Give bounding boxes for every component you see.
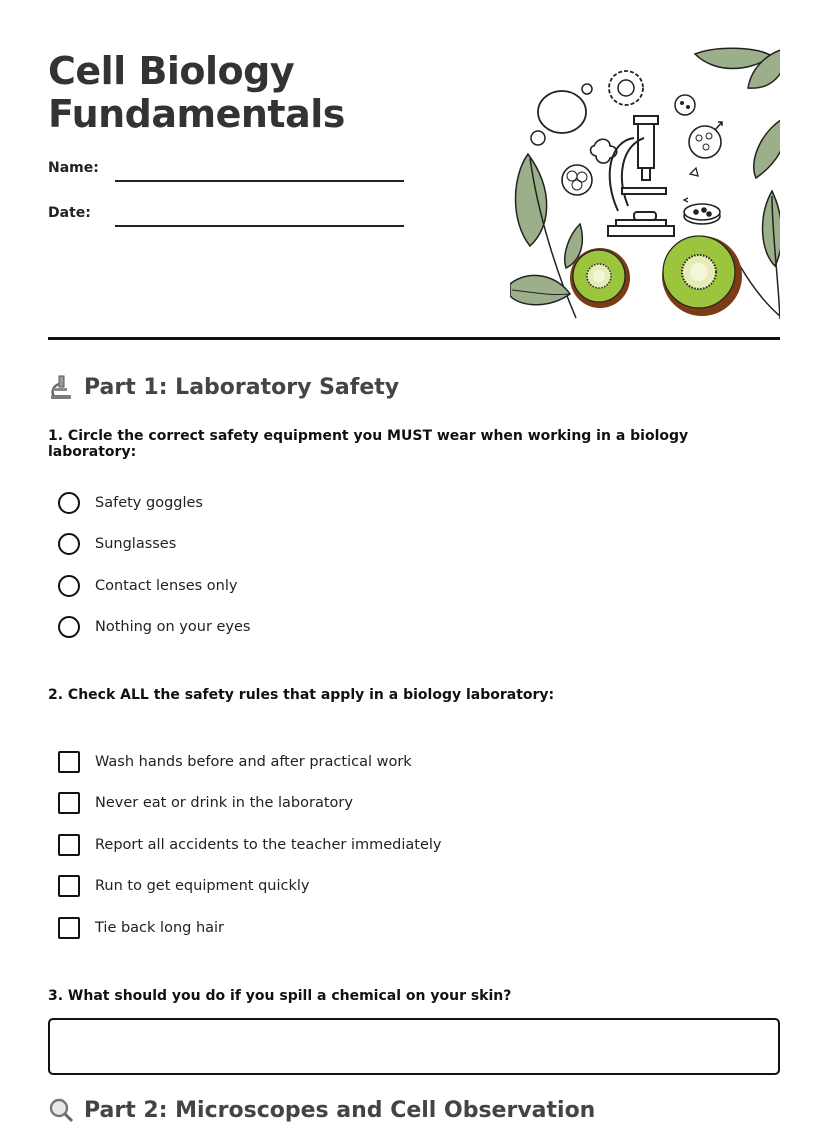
q2-option-label: Never eat or drink in the laboratory — [95, 795, 353, 812]
q1-option[interactable] — [58, 607, 758, 649]
cell-biology-illustration — [510, 46, 780, 319]
petri-dish — [684, 204, 720, 224]
leaf-right-2 — [763, 191, 780, 266]
name-line[interactable] — [115, 180, 404, 182]
radio-circle[interactable] — [58, 575, 80, 597]
cell-large-oval — [538, 91, 586, 133]
checkbox[interactable] — [58, 792, 80, 814]
q2-option[interactable] — [58, 824, 758, 866]
cell-cluster — [591, 139, 617, 163]
microscope-drawing — [608, 116, 674, 236]
radio-circle[interactable] — [58, 492, 80, 514]
q2-option-label: Wash hands before and after practical work — [95, 753, 412, 770]
kiwi-slice-small — [570, 248, 630, 308]
part1-heading-text: Part 1: Laboratory Safety — [84, 374, 400, 400]
header-divider — [48, 337, 780, 340]
question-1-options — [58, 482, 758, 648]
q2-option-label: Run to get equipment quickly — [95, 878, 310, 895]
part1-heading — [48, 374, 399, 400]
q2-option-label: Tie back long hair — [95, 919, 225, 936]
worksheet-title — [48, 50, 488, 136]
date-label: Date: — [48, 205, 91, 221]
q2-option[interactable] — [58, 907, 758, 949]
q1-option-label: Safety goggles — [95, 494, 203, 511]
q2-option[interactable] — [58, 741, 758, 783]
q1-option-label: Contact lenses only — [95, 577, 238, 594]
question-1: 1. Circle the correct safety equipment you MUST wear when working in a biology laboratory: — [48, 428, 689, 460]
date-field-row — [48, 203, 408, 229]
date-line[interactable] — [115, 225, 404, 227]
checkbox[interactable] — [58, 875, 80, 897]
question-2: 2. Check ALL the safety rules that apply in a biology laboratory: — [48, 687, 555, 703]
title-line-1: Cell Biology — [48, 49, 295, 93]
q1-option[interactable] — [58, 565, 758, 607]
radio-circle[interactable] — [58, 616, 80, 638]
cell-dotted — [675, 95, 695, 115]
radio-circle[interactable] — [58, 533, 80, 555]
q1-option[interactable] — [58, 524, 758, 566]
checkbox[interactable] — [58, 834, 80, 856]
question-2-options — [58, 741, 758, 949]
title-line-2: Fundamentals — [48, 92, 345, 136]
name-label: Name: — [48, 160, 99, 176]
q1-option-label: Nothing on your eyes — [95, 619, 251, 636]
question-3-answer-box[interactable] — [48, 1018, 780, 1075]
part2-heading-text: Part 2: Microscopes and Cell Observation — [84, 1097, 596, 1123]
name-field-row — [48, 158, 408, 184]
cell-bacteria — [689, 126, 721, 158]
q1-option[interactable] — [58, 482, 758, 524]
cell-small-1 — [582, 84, 592, 94]
leaf-right-1 — [754, 116, 780, 178]
question-3: 3. What should you do if you spill a chemical on your skin? — [48, 988, 512, 1004]
q1-option-label: Sunglasses — [95, 536, 177, 553]
magnifier-icon — [48, 1097, 74, 1123]
q2-option-label: Report all accidents to the teacher immediately — [95, 836, 442, 853]
part2-heading — [48, 1097, 595, 1123]
kiwi-slice-large — [662, 236, 742, 316]
microscope-icon — [48, 374, 74, 400]
cell-small-2 — [531, 131, 545, 145]
q2-option[interactable] — [58, 866, 758, 908]
checkbox[interactable] — [58, 917, 80, 939]
checkbox[interactable] — [58, 751, 80, 773]
q2-option[interactable] — [58, 783, 758, 825]
